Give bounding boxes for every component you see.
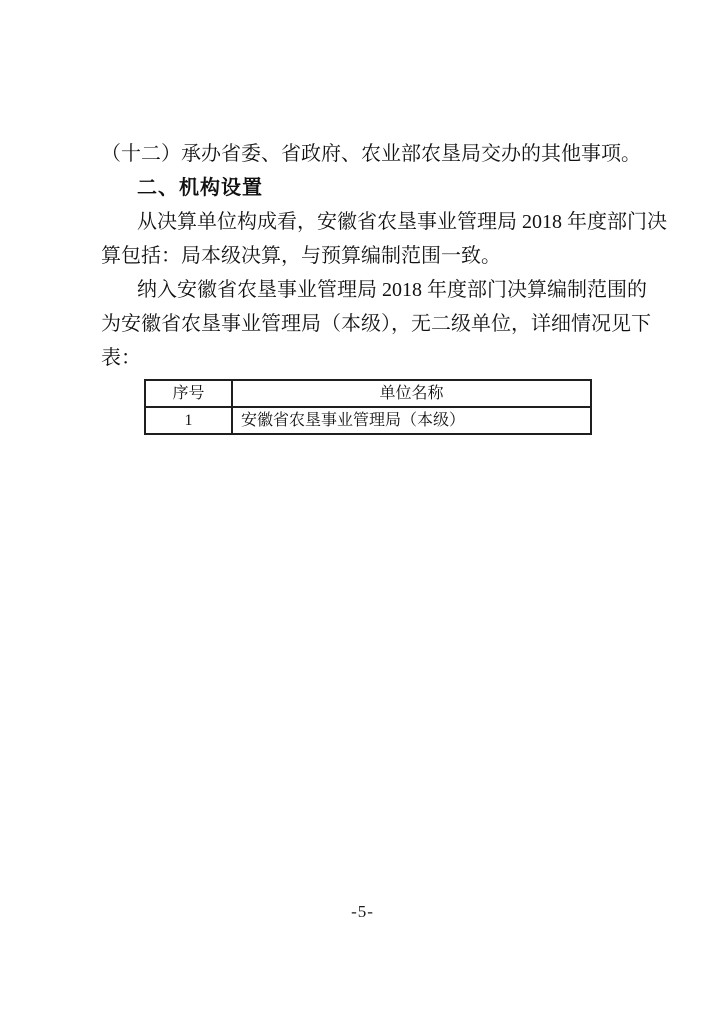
paragraph2-line2: 为安徽省农垦事业管理局（本级），无二级单位，详细情况见下 bbox=[101, 313, 651, 335]
section-heading-organization-setup: 二、机构设置 bbox=[137, 177, 263, 199]
paragraph2-line1: 纳入安徽省农垦事业管理局 2018 年度部门决算编制范围的 bbox=[137, 279, 647, 301]
table-row bbox=[145, 407, 591, 434]
table-header-unit-name: 单位名称 bbox=[232, 380, 591, 407]
unit-list-table bbox=[144, 379, 592, 435]
paragraph2-line3: 表： bbox=[101, 347, 141, 369]
table-header-row bbox=[145, 380, 591, 407]
paragraph1-line2: 算包括：局本级决算，与预算编制范围一致。 bbox=[101, 245, 501, 267]
paragraph1-line1: 从决算单位构成看，安徽省农垦事业管理局 2018 年度部门决 bbox=[137, 211, 667, 233]
page-number: -5- bbox=[351, 902, 374, 921]
table-header-index: 序号 bbox=[145, 380, 232, 407]
table-cell-index: 1 bbox=[145, 407, 232, 434]
table-cell-unit-name: 安徽省农垦事业管理局（本级） bbox=[232, 407, 591, 434]
paragraph-item-twelve: （十二）承办省委、省政府、农业部农垦局交办的其他事项。 bbox=[101, 143, 641, 165]
document-body bbox=[101, 137, 667, 435]
